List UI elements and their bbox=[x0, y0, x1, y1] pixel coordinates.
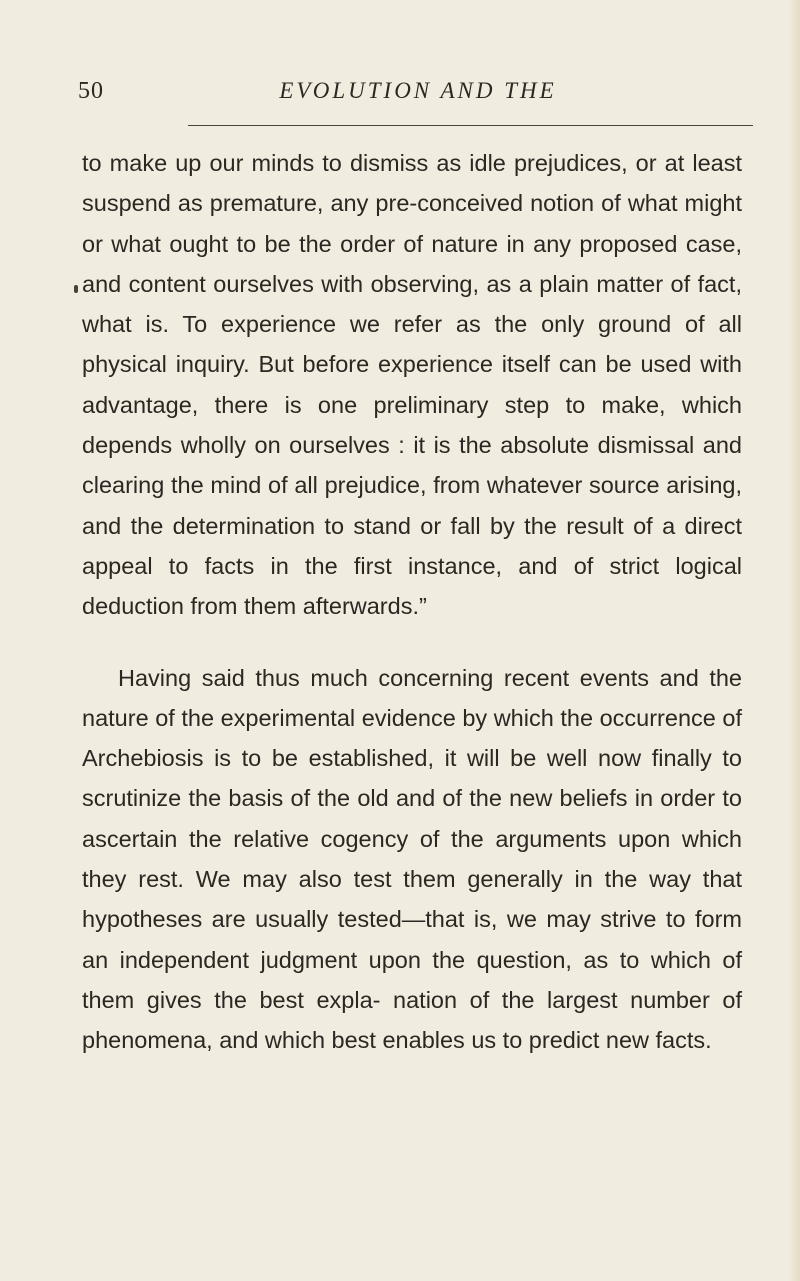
page-header bbox=[78, 78, 758, 114]
page-number: 50 bbox=[78, 78, 104, 104]
running-head: EVOLUTION AND THE bbox=[279, 78, 557, 103]
margin-mark bbox=[74, 285, 78, 293]
paragraph-2: Having said thus much concerning recent events and the nature of the experimental evidence by which the occurrence of Archebiosis is to be established, it will be well now finally to scrutinize the basis of the old and of the new beliefs in order to ascertain the relative cogency of the arguments upon which they rest. We may also test them generally in the way that hypotheses are usually tested—that is, we may strive to form an independent judgment upon the question, as to which of them gives the best expla- nation of the largest number of phenomena, and which best enables us to predict new facts. bbox=[82, 664, 742, 1054]
body-text bbox=[82, 143, 742, 1061]
paragraph-1: to make up our minds to dismiss as idle prejudices, or at least suspend as premature, any pre-conceived notion of what might or what ought to be the order of nature in any proposed case, and content ourselves with observing, as a plain matter of fact, what is. To experience we refer as the only ground of all physical inquiry. But before experience itself can be used with advantage, there is one preliminary step to make, which depends wholly on ourselves : it is the absolute dismissal and clearing the mind of all prejudice, from whatever source arising, and the determination to stand or fall by the result of a direct appeal to facts in the first instance, and of strict logical deduction from them afterwards.” bbox=[82, 150, 742, 620]
page-edge-shadow bbox=[788, 0, 800, 1281]
header-rule bbox=[188, 125, 753, 126]
